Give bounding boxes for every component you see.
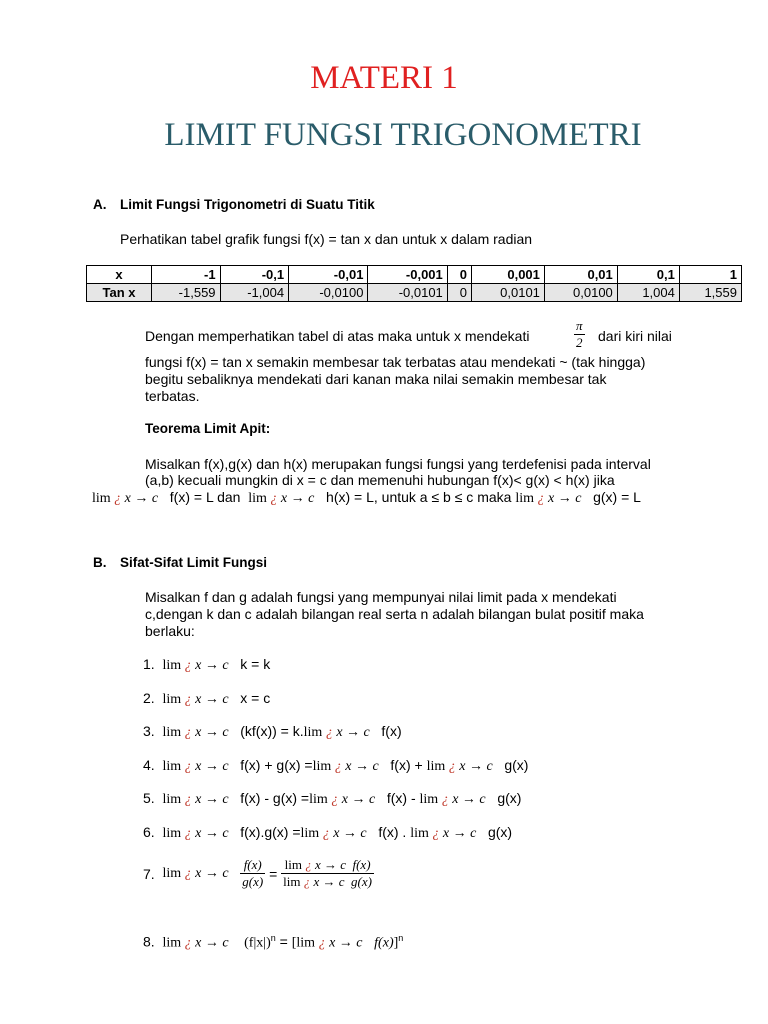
limit-expression: lim ¿ x → c bbox=[162, 935, 229, 951]
table-cell: -1 bbox=[152, 266, 221, 284]
fraction-numerator: f(x) bbox=[240, 857, 265, 874]
pi-over-2-fraction bbox=[574, 318, 585, 351]
limit-expression: lim ¿ x → c bbox=[162, 725, 229, 740]
section-b-intro-2: c,dengan k dan c adalah bilangan real serta n adalah bilangan bulat positif maka bbox=[145, 606, 644, 622]
limit-expression: lim ¿ x → c bbox=[92, 491, 159, 506]
property-item-5: 5. lim ¿ x → c f(x) - g(x) =lim ¿ x → c f(x) - lim ¿ x → c g(x) bbox=[143, 790, 522, 807]
limit-expression: lim ¿ x → c bbox=[248, 491, 315, 506]
table-cell: -1,004 bbox=[220, 284, 289, 302]
para1-text-b: dari kiri nilai bbox=[598, 328, 672, 344]
limit-expression: lim ¿ x → c bbox=[303, 725, 370, 740]
limit-expression: lim ¿ x → c bbox=[300, 826, 367, 841]
section-b-heading: Sifat-Sifat Limit Fungsi bbox=[120, 555, 267, 570]
table-cell: 1 bbox=[679, 266, 741, 284]
title-line-2: LIMIT FUNGSI TRIGONOMETRI bbox=[164, 117, 642, 153]
property-item-4: 4. lim ¿ x → c f(x) + g(x) =lim ¿ x → c f(x) + lim ¿ x → c g(x) bbox=[143, 757, 529, 774]
limit-expression: lim ¿ x → c bbox=[312, 759, 379, 774]
para1-line-4: terbatas. bbox=[145, 388, 200, 404]
property-item-8: 8. lim ¿ x → c $(f|x|)^n = [\lim$ ¿ x → c f(x)]$^n$ bbox=[143, 933, 404, 951]
table-cell: 0,0100 bbox=[544, 284, 617, 302]
table-cell: -0,1 bbox=[220, 266, 289, 284]
section-a-heading: Limit Fungsi Trigonometri di Suatu Titik bbox=[120, 197, 375, 212]
table-cell: 0,1 bbox=[617, 266, 679, 284]
para1-text-a: Dengan memperhatikan tabel di atas maka untuk x mendekati bbox=[145, 328, 530, 344]
table-cell: -0,001 bbox=[368, 266, 447, 284]
table-cell: 1,559 bbox=[679, 284, 741, 302]
limit-expression: lim ¿ x → c bbox=[419, 792, 486, 807]
table-cell: -0,0100 bbox=[289, 284, 368, 302]
fraction-numerator: π bbox=[576, 318, 583, 333]
table-cell: 0,001 bbox=[472, 266, 545, 284]
fraction-denominator: 2 bbox=[576, 335, 583, 350]
table-row bbox=[87, 284, 742, 302]
limit-expression: lim ¿ x → c bbox=[162, 759, 229, 774]
limit-expression: lim ¿ x → c bbox=[515, 491, 582, 506]
table-cell: -0,0101 bbox=[368, 284, 447, 302]
fraction-denominator: g(x) bbox=[242, 874, 264, 889]
section-a-label: A. bbox=[93, 197, 107, 212]
limit-expression: lim ¿ x → c bbox=[162, 658, 229, 673]
property-item-3: 3. lim ¿ x → c (kf(x)) = k.lim ¿ x → c f(x) bbox=[143, 723, 402, 740]
theorem-line-1: Misalkan f(x),g(x) dan h(x) merupakan fungsi fungsi yang terdefenisi pada interval bbox=[145, 456, 651, 472]
section-b-label: B. bbox=[93, 555, 107, 570]
section-b-intro-1: Misalkan f dan g adalah fungsi yang mempunyai nilai limit pada x mendekati bbox=[145, 589, 617, 605]
section-b-intro-3: berlaku: bbox=[145, 623, 195, 639]
theorem-line-3: lim ¿ x → c f(x) = L dan lim ¿ x → c h(x) = L, untuk a ≤ b ≤ c maka lim ¿ x → c g(x) = L bbox=[92, 489, 641, 506]
table-cell: -0,01 bbox=[289, 266, 368, 284]
para1-line-3: begitu sebaliknya mendekati dari kanan maka nilai semakin membesar tak bbox=[145, 371, 607, 387]
fraction-denominator: lim ¿ x → c g(x) bbox=[283, 874, 372, 889]
property-item-7: 7. lim ¿ x → c $\frac{f(x)}{g(x)}$ = $\frac{\text{lim ¿ x → c f(x)}}{\text{lim ¿ x → c g(x)}}$ bbox=[143, 857, 372, 889]
section-a-intro: Perhatikan tabel grafik fungsi f(x) = tan x dan untuk x dalam radian bbox=[120, 231, 533, 247]
para1-line-2: fungsi f(x) = tan x semakin membesar tak terbatas atau mendekati ~ (tak hingga) bbox=[145, 354, 646, 370]
fraction bbox=[281, 857, 374, 890]
limit-expression: lim ¿ x → c bbox=[162, 792, 229, 807]
table-cell: 0,01 bbox=[544, 266, 617, 284]
table-cell: 0 bbox=[447, 266, 471, 284]
limit-expression: lim ¿ x → c bbox=[162, 826, 229, 841]
limit-expression: lim ¿ x → c bbox=[162, 692, 229, 707]
title-line-1: MATERI 1 bbox=[310, 60, 458, 96]
table-cell: x bbox=[87, 266, 152, 284]
property-item-6: 6. lim ¿ x → c f(x).g(x) =lim ¿ x → c f(x) . lim ¿ x → c g(x) bbox=[143, 824, 513, 841]
fraction bbox=[574, 318, 585, 351]
fraction bbox=[240, 857, 265, 890]
limit-expression: lim ¿ x → c bbox=[162, 865, 229, 881]
limit-expression: lim ¿ x → c bbox=[426, 759, 493, 774]
fraction-numerator: lim ¿ x → c f(x) bbox=[281, 857, 374, 874]
table-cell: 1,004 bbox=[617, 284, 679, 302]
tan-value-table bbox=[86, 265, 742, 302]
table-cell: 0 bbox=[447, 284, 471, 302]
table-row bbox=[87, 266, 742, 284]
limit-expression: lim ¿ x → c bbox=[410, 826, 477, 841]
table-cell: 0,0101 bbox=[472, 284, 545, 302]
limit-expression: lim ¿ x → c bbox=[309, 792, 376, 807]
table-cell: -1,559 bbox=[152, 284, 221, 302]
property-item-1: 1. lim ¿ x → c k = k bbox=[143, 656, 271, 673]
property-item-2: 2. lim ¿ x → c x = c bbox=[143, 690, 271, 707]
theorem-heading: Teorema Limit Apit: bbox=[145, 421, 271, 436]
theorem-line-2: (a,b) kecuali mungkin di x = c dan memenuhi hubungan f(x)< g(x) < h(x) jika bbox=[145, 472, 615, 488]
table-cell: Tan x bbox=[87, 284, 152, 302]
limit-expression: lim ¿ x → c bbox=[296, 935, 363, 951]
